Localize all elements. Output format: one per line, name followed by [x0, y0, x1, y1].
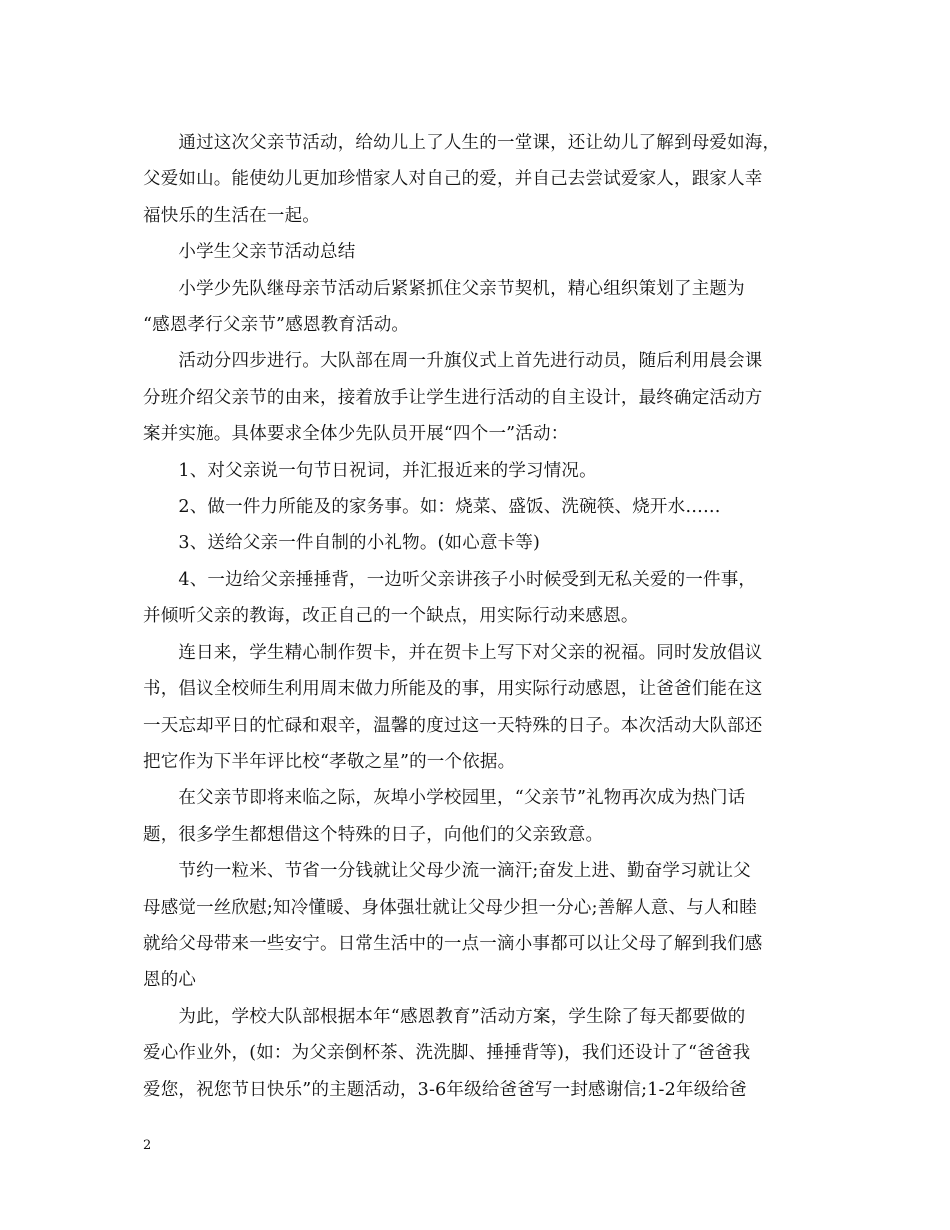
text-line: 题，很多学生都想借这个特殊的日子，向他们的父亲致意。	[143, 824, 604, 845]
text-line: 活动分四步进行。大队部在周一升旗仪式上首先进行动员，随后利用晨会课	[143, 351, 763, 372]
text-line: 恩的心	[143, 970, 197, 991]
text-line: 福快乐的生活在一起。	[143, 205, 320, 226]
text-line: 小学少先队继母亲节活动后紧紧抓住父亲节契机，精心组织策划了主题为	[143, 278, 745, 299]
text-line: 母感觉一丝欣慰;知冷懂暖、身体强壮就让父母少担一分心;善解人意、与人和睦	[143, 897, 757, 918]
text-line: “感恩孝行父亲节”感恩教育活动。	[143, 315, 410, 336]
paragraph-cards	[143, 635, 808, 781]
paragraph-gratitude	[143, 853, 808, 999]
text-line: 1、对父亲说一句节日祝词，并汇报近来的学习情况。	[143, 460, 597, 481]
text-line: 通过这次父亲节活动，给幼儿上了人生的一堂课，还让幼儿了解到母爱如海，	[143, 133, 781, 153]
paragraph-campus	[143, 780, 808, 853]
paragraph-intro	[143, 271, 808, 344]
text-line: 4、一边给父亲捶捶背，一边听父亲讲孩子小时候受到无私关爱的一件事，	[143, 569, 757, 590]
document-body	[143, 125, 808, 1108]
paragraph-summary-end	[143, 125, 808, 234]
text-line: 3、送给父亲一件自制的小礼物。(如心意卡等)	[143, 533, 541, 554]
text-line: 并倾听父亲的教诲，改正自己的一个缺点，用实际行动来感恩。	[143, 606, 639, 627]
text-line: 爱心作业外，(如：为父亲倒杯茶、洗洗脚、捶捶背等)，我们还设计了“爸爸我	[143, 1043, 751, 1064]
text-line: 父爱如山。能使幼儿更加珍惜家人对自己的爱，并自己去尝试爱家人，跟家人幸	[143, 169, 763, 190]
paragraph-section-title	[143, 234, 808, 270]
paragraph-item-3	[143, 525, 808, 561]
paragraph-item-4	[143, 562, 808, 635]
text-line: 小学生父亲节活动总结	[143, 242, 356, 263]
paragraph-steps-intro	[143, 343, 808, 452]
text-line: 为此，学校大队部根据本年“感恩教育”活动方案，学生除了每天都要做的	[143, 1006, 746, 1027]
text-line: 连日来，学生精心制作贺卡，并在贺卡上写下对父亲的祝福。同时发放倡议	[143, 642, 763, 663]
paragraph-item-1	[143, 453, 808, 489]
text-line: 2、做一件力所能及的家务事。如：烧菜、盛饭、洗碗筷、烧开水……	[143, 497, 721, 518]
text-line: 就给父母带来一些安宁。日常生活中的一点一滴小事都可以让父母了解到我们感	[143, 933, 763, 954]
text-line: 案并实施。具体要求全体少先队员开展“四个一”活动：	[143, 424, 569, 445]
text-line: 把它作为下半年评比校“孝敬之星”的一个依据。	[143, 751, 516, 772]
text-line: 书，倡议全校师生利用周末做力所能及的事，用实际行动感恩，让爸爸们能在这	[143, 679, 763, 700]
text-line: 节约一粒米、节省一分钱就让父母少流一滴汗;奋发上进、勤奋学习就让父	[143, 861, 751, 882]
paragraph-plan	[143, 999, 808, 1108]
paragraph-item-2	[143, 489, 808, 525]
text-line: 分班介绍父亲节的由来，接着放手让学生进行活动的自主设计，最终确定活动方	[143, 387, 763, 408]
page-number: 2	[143, 1138, 152, 1153]
text-line: 在父亲节即将来临之际，灰埠小学校园里，“父亲节”礼物再次成为热门话	[143, 788, 746, 809]
text-line: 一天忘却平日的忙碌和艰辛，温馨的度过这一天特殊的日子。本次活动大队部还	[143, 715, 763, 736]
text-line: 爱您，祝您节日快乐”的主题活动，3-6年级给爸爸写一封感谢信;1-2年级给爸	[143, 1079, 747, 1100]
